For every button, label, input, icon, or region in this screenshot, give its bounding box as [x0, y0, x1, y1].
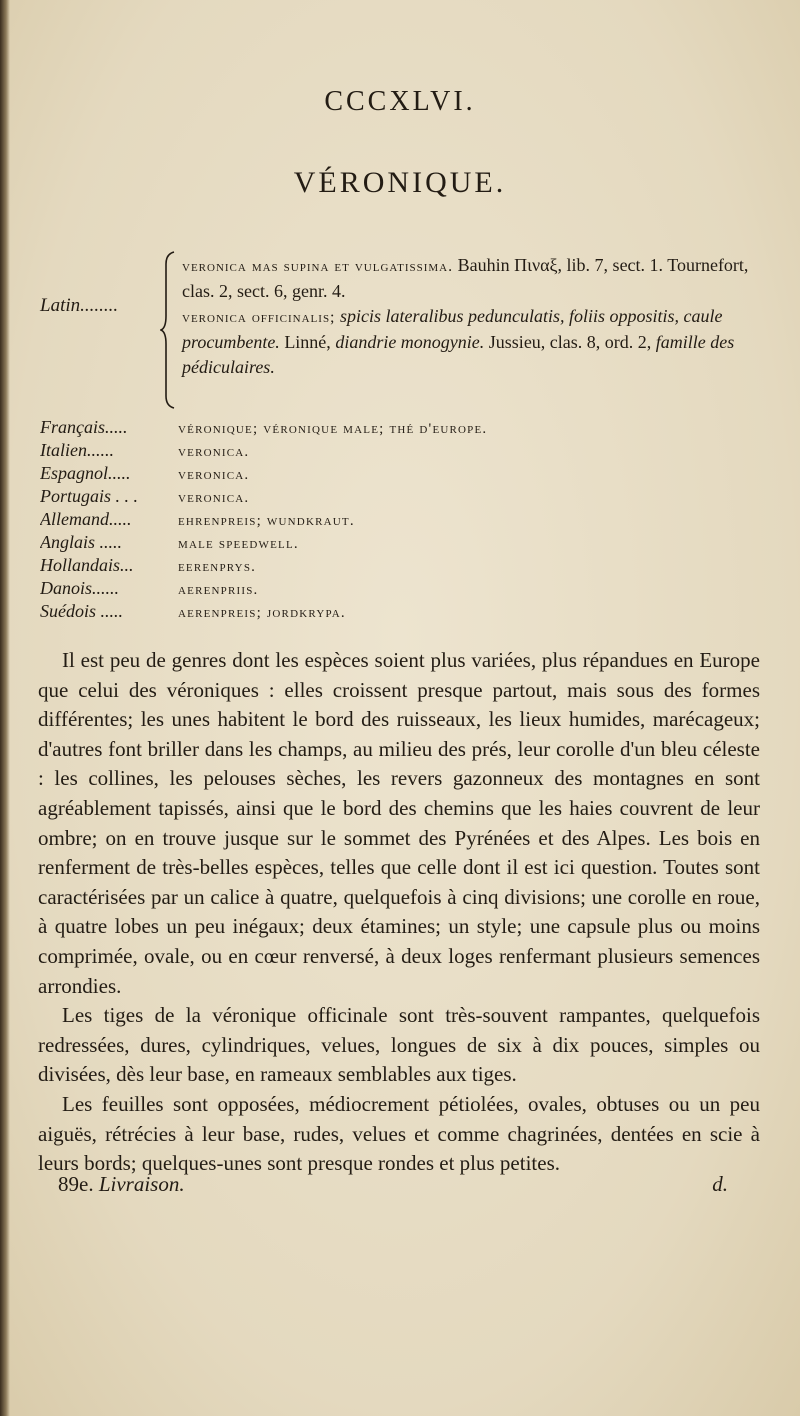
issue-marker — [58, 1172, 185, 1197]
language-label: Danois...... — [40, 578, 120, 598]
linne-description: spicis lateralibus pedunculatis, foliis oppositis, caule procumbente. — [182, 306, 723, 352]
bauhin-name: veronica mas supina et vulgatissima. — [182, 258, 454, 275]
page-binding-edge — [0, 0, 10, 1416]
linne-reference: Linné, — [279, 332, 336, 352]
vernacular-row — [40, 509, 780, 532]
bauhin-reference: Bauhin Πιναξ, lib. 7, sect. 1. Tournefort, clas. 2, sect. 6, genr. 4. — [182, 255, 749, 301]
language-label: Espagnol..... — [40, 463, 131, 483]
jussieu-family: famille des pédiculaires. — [182, 332, 735, 377]
common-name: veronica. — [178, 490, 250, 506]
vernacular-row — [40, 417, 780, 440]
vernacular-row — [40, 532, 780, 555]
language-label: Portugais . . . — [40, 486, 139, 506]
common-name: aerenpreis; jordkrypa. — [178, 605, 346, 621]
language-label: Suédois ..... — [40, 601, 123, 621]
issue-number: 89e. — [58, 1172, 94, 1196]
vernacular-row — [40, 601, 780, 624]
page-footer — [58, 1172, 728, 1197]
brace-icon — [160, 250, 176, 410]
common-name: eerenprys. — [178, 559, 257, 575]
vernacular-row — [40, 578, 780, 601]
issue-label: Livraison. — [98, 1172, 185, 1196]
linne-name: veronica officinalis; — [182, 309, 336, 326]
latin-synonymy — [182, 253, 760, 380]
latin-label: Latin........ — [40, 295, 119, 316]
paragraph-stems: Les tiges de la véronique officinale sont très-souvent rampantes, quelquefois redressées, dures, cylindriques, velues, longues de six à dix pouces, simples ou divisées, dès leur base, en rameaux semblables aux tiges. — [38, 1003, 760, 1087]
language-label: Italien...... — [40, 440, 114, 460]
jussieu-reference: Jussieu, clas. 8, ord. 2, — [484, 332, 656, 352]
paragraph-intro: Il est peu de genres dont les espèces soient plus variées, plus répandues en Europe que celui des véroniques : elles croissent presque partout, mais sous des formes différentes; les unes habitent le bord des ruisseaux, les lieux humides, marécageux; d'autres font briller dans les champs, au milieu des prés, leur corolle d'un bleu céleste : les collines, les pelouses sèches, les revers gazonneux des montagnes en sont agréablement tapissés, ainsi que le bord des chemins que les haies couvrent de leur ombre; on en trouve jusque sur le sommet des Pyrénées et des Alpes. Les bois en renferment de très-belles espèces, telles que celle dont il est ici question. Toutes sont caractérisées par un calice à quatre, quelquefois à cinq divisions; une corolle en roue, à quatre lobes un peu inégaux; deux étamines; un style; une capsule plus ou moins comprimée, ovale, ou en cœur renversé, à deux loges renfermant plusieurs semences arrondies. — [38, 648, 760, 998]
vernacular-row — [40, 486, 780, 509]
language-label: Allemand..... — [40, 509, 132, 529]
language-label: Anglais ..... — [40, 532, 123, 552]
language-label: Hollandais... — [40, 555, 134, 575]
language-label: Français..... — [40, 417, 128, 437]
common-name: veronica. — [178, 444, 250, 460]
vernacular-row — [40, 463, 780, 486]
paragraph-leaves: Les feuilles sont opposées, médiocrement pétiolées, ovales, obtuses ou un peu aiguës, rétrécies à leur base, rudes, velues et comme chagrinées, dentées en scie à leurs bords; quelques-unes sont presque rondes et plus petites. — [38, 1091, 760, 1176]
vernacular-row — [40, 440, 780, 463]
linne-class: diandrie monogynie. — [335, 332, 485, 352]
common-name: aerenpriis. — [178, 582, 259, 598]
common-name: veronica. — [178, 467, 250, 483]
body-text — [38, 646, 760, 1179]
signature-mark: d. — [712, 1172, 728, 1196]
vernacular-names-list — [40, 417, 780, 624]
common-name: male speedwell. — [178, 536, 299, 552]
plate-number: CCCXLVI. — [324, 86, 476, 117]
common-name: véronique; véronique male; thé d'europe. — [178, 421, 488, 437]
vernacular-row — [40, 555, 780, 578]
common-name: ehrenpreis; wundkraut. — [178, 513, 355, 529]
page-title: VÉRONIQUE. — [293, 166, 507, 199]
